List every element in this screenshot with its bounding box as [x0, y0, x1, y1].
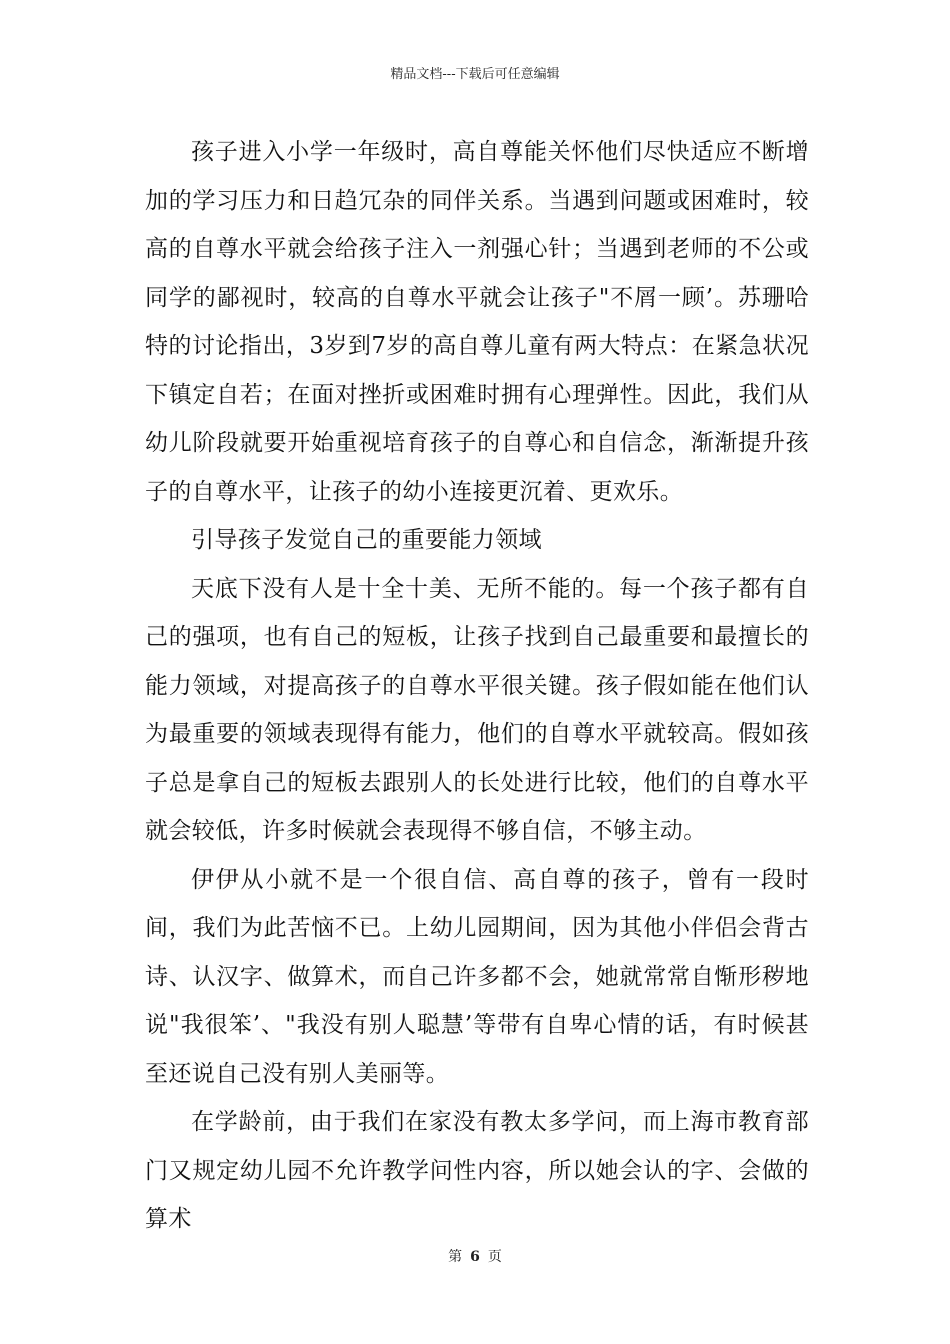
- paragraph: 在学龄前，由于我们在家没有教太多学问，而上海市教育部门又规定幼儿园不允许教学问性内容，所以她会认的字、会做的算术: [145, 1109, 809, 1232]
- page-footer: [0, 1248, 950, 1266]
- section-heading: 引导孩子发觉自己的重要能力领域: [191, 527, 542, 553]
- page-label-prefix: 第: [448, 1249, 463, 1265]
- paragraph: 伊伊从小就不是一个很自信、高自尊的孩子，曾有一段时间，我们为此苦恼不已。上幼儿园期间，因为其他小伴侣会背古诗、认汉字、做算术，而自己许多都不会，她就常常自惭形秽地说"我很笨’、"我没有别人聪慧’等带有自卑心情的话，有时候甚至还说自己没有别人美丽等。: [145, 866, 809, 1087]
- page-number: 6: [470, 1249, 480, 1265]
- body-text: [145, 128, 809, 1244]
- page-label-suffix: 页: [487, 1249, 502, 1265]
- paragraph: 天底下没有人是十全十美、无所不能的。每一个孩子都有自己的强项，也有自己的短板，让孩子找到自己最重要和最擅长的能力领域，对提高孩子的自尊水平很关键。孩子假如能在他们认为最重要的领域表现得有能力，他们的自尊水平就较高。假如孩子总是拿自己的短板去跟别人的长处进行比较，他们的自尊水平就会较低，许多时候就会表现得不够自信，不够主动。: [145, 575, 809, 844]
- page-header: 精品文档---下载后可任意编辑: [390, 67, 560, 82]
- paragraph: 孩子进入小学一年级时，高自尊能关怀他们尽快适应不断增加的学习压力和日趋冗杂的同伴关系。当遇到问题或困难时，较高的自尊水平就会给孩子注入一剂强心针；当遇到老师的不公或同学的鄙视时，较高的自尊水平就会让孩子"不屑一顾’。苏珊哈特的讨论指出，3岁到7岁的高自尊儿童有两大特点：在紧急状况下镇定自若；在面对挫折或困难时拥有心理弹性。因此，我们从幼儿阶段就要开始重视培育孩子的自尊心和自信念，渐渐提升孩子的自尊水平，让孩子的幼小连接更沉着、更欢乐。: [145, 139, 809, 505]
